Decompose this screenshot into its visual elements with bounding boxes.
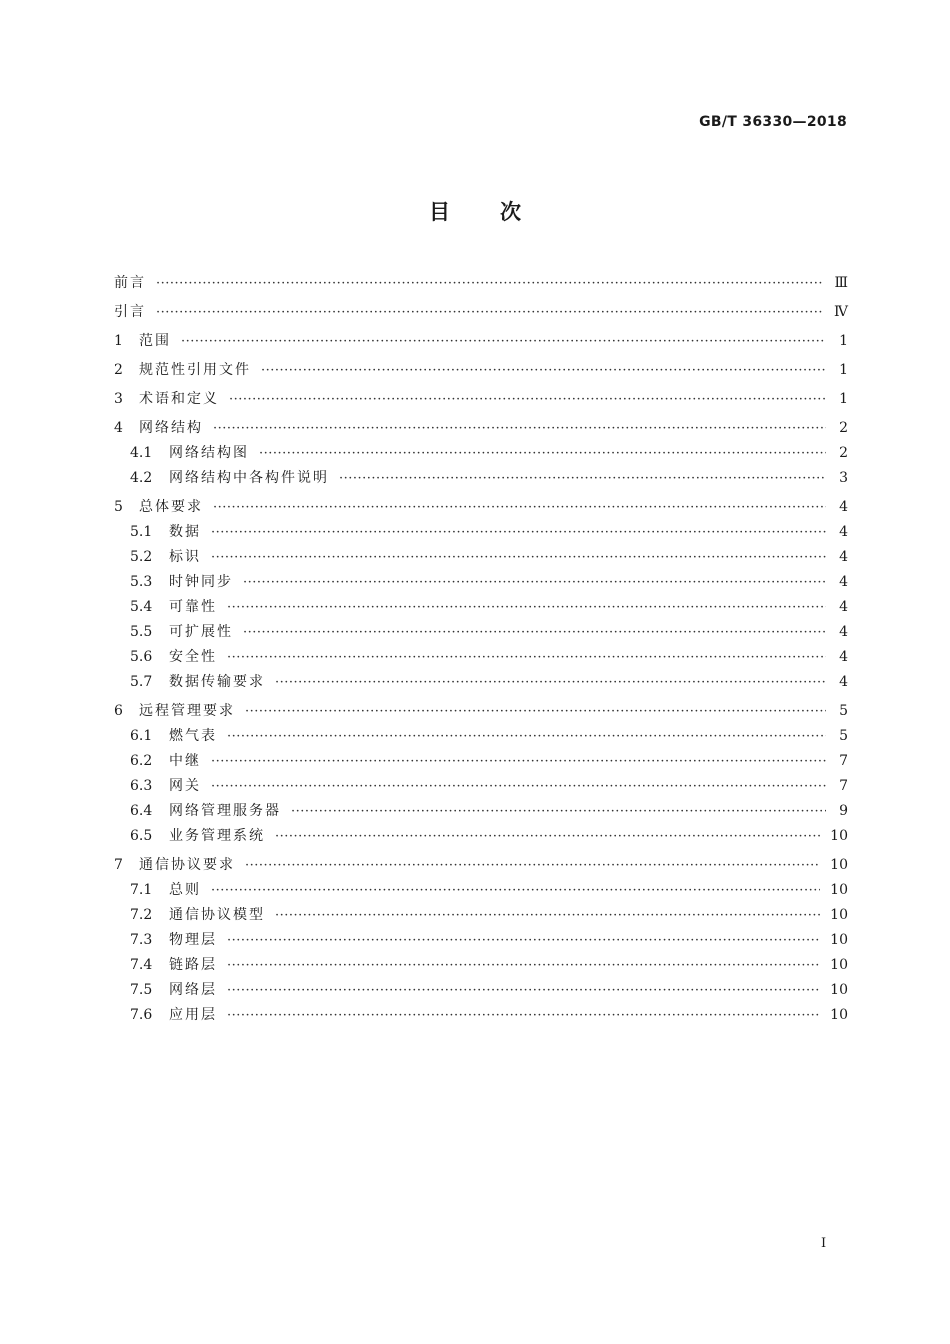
toc-leader-dots	[227, 645, 826, 670]
toc-entry-heading	[114, 953, 217, 978]
toc-entry[interactable]	[114, 670, 848, 695]
toc-entry-number: 2	[114, 362, 123, 378]
toc-entry-label: 可扩展性	[169, 624, 233, 640]
toc-entry-heading	[114, 570, 233, 595]
toc-entry-heading	[114, 853, 235, 878]
toc-entry-page: 4	[839, 549, 848, 565]
page-number: I	[821, 1236, 827, 1251]
toc-entry-page: Ⅳ	[834, 304, 848, 320]
toc-leader-dots	[245, 699, 826, 724]
toc-entry-page: 7	[839, 778, 848, 794]
toc-leader-dots	[181, 329, 826, 354]
toc-entry-label: 标识	[169, 549, 201, 565]
toc-leader-dots	[227, 595, 826, 620]
toc-leader-dots	[275, 824, 820, 849]
toc-entry-heading	[114, 774, 201, 799]
toc-entry-label: 时钟同步	[169, 574, 233, 590]
toc-entry-number: 6.2	[130, 753, 153, 769]
toc-entry[interactable]	[114, 416, 848, 441]
toc-entry-label: 安全性	[169, 649, 217, 665]
toc-entry-heading	[114, 466, 329, 491]
toc-leader-dots	[156, 300, 824, 325]
toc-entry-heading	[114, 595, 217, 620]
toc-entry-heading	[114, 978, 217, 1003]
toc-entry-page: 10	[830, 982, 848, 998]
toc-entry[interactable]	[114, 1003, 848, 1028]
toc-entry-label: 远程管理要求	[139, 703, 235, 719]
toc-leader-dots	[227, 1003, 820, 1028]
toc-entry-label: 总则	[169, 882, 201, 898]
toc-leader-dots	[243, 620, 826, 645]
toc-entry[interactable]	[114, 466, 848, 491]
toc-entry-page: 4	[839, 624, 848, 640]
toc-entry-page: 1	[839, 391, 848, 407]
toc-entry-label: 链路层	[169, 957, 217, 973]
toc-entry-heading	[114, 903, 265, 928]
toc-entry[interactable]	[114, 595, 848, 620]
toc-entry-page: 10	[830, 882, 848, 898]
toc-entry-heading	[114, 271, 146, 296]
toc-entry[interactable]	[114, 853, 848, 878]
toc-entry-heading	[114, 824, 265, 849]
toc-entry-label: 范围	[139, 333, 171, 349]
toc-entry-heading	[114, 416, 203, 441]
toc-entry-page: 4	[839, 674, 848, 690]
toc-entry-number: 7	[114, 857, 123, 873]
toc-entry[interactable]	[114, 699, 848, 724]
toc-entry[interactable]	[114, 953, 848, 978]
toc-leader-dots	[227, 953, 820, 978]
toc-leader-dots	[227, 978, 820, 1003]
toc-leader-dots	[227, 724, 826, 749]
toc-entry-heading	[114, 928, 217, 953]
toc-entry-label: 网络管理服务器	[169, 803, 281, 819]
toc-leader-dots	[261, 358, 826, 383]
toc-leader-dots	[211, 774, 826, 799]
toc-entry[interactable]	[114, 878, 848, 903]
toc-entry-label: 网络结构中各构件说明	[169, 470, 329, 486]
toc-leader-dots	[245, 853, 820, 878]
toc-entry-label: 通信协议要求	[139, 857, 235, 873]
toc-entry-page: 3	[839, 470, 848, 486]
toc-entry-number: 7.4	[130, 957, 153, 973]
toc-entry-number: 7.2	[130, 907, 153, 923]
toc-entry-page: 9	[839, 803, 848, 819]
toc-entry-number: 5	[114, 499, 123, 515]
toc-entry-page: 10	[830, 932, 848, 948]
toc-entry-number: 5.1	[130, 524, 153, 540]
toc-entry-heading	[114, 300, 146, 325]
toc-entry[interactable]	[114, 724, 848, 749]
toc-entry-label: 燃气表	[169, 728, 217, 744]
toc-entry[interactable]	[114, 545, 848, 570]
toc-entry-number: 7.1	[130, 882, 153, 898]
standard-code: GB/T 36330—2018	[699, 114, 847, 130]
toc-entry[interactable]	[114, 271, 848, 296]
toc-entry-page: 4	[839, 524, 848, 540]
toc-entry-label: 引言	[114, 304, 146, 320]
toc-entry[interactable]	[114, 570, 848, 595]
toc-entry-page: 5	[839, 703, 848, 719]
toc-entry-number: 5.5	[130, 624, 153, 640]
toc-entry[interactable]	[114, 495, 848, 520]
toc-entry-page: 2	[839, 420, 848, 436]
toc-entry[interactable]	[114, 300, 848, 325]
toc-entry-number: 6.3	[130, 778, 153, 794]
toc-entry-heading	[114, 670, 265, 695]
toc-entry[interactable]	[114, 774, 848, 799]
toc-entry-page: 2	[839, 445, 848, 461]
toc-entry-heading	[114, 1003, 217, 1028]
toc-leader-dots	[275, 670, 826, 695]
toc-leader-dots	[275, 903, 820, 928]
toc-entry[interactable]	[114, 387, 848, 412]
toc-entry-heading	[114, 620, 233, 645]
toc-entry-page: 4	[839, 599, 848, 615]
toc-leader-dots	[227, 928, 820, 953]
toc-leader-dots	[291, 799, 826, 824]
toc-entry-number: 5.4	[130, 599, 153, 615]
toc-entry-number: 7.6	[130, 1007, 153, 1023]
toc-entry[interactable]	[114, 441, 848, 466]
toc-entry-label: 数据	[169, 524, 201, 540]
toc-entry[interactable]	[114, 329, 848, 354]
toc-leader-dots	[156, 271, 824, 296]
toc-entry-page: 4	[839, 574, 848, 590]
toc-entry-number: 6.5	[130, 828, 153, 844]
toc-entry-page: 10	[830, 828, 848, 844]
toc-entry-number: 6.4	[130, 803, 153, 819]
toc-entry-heading	[114, 520, 201, 545]
toc-entry-label: 前言	[114, 275, 146, 291]
toc-entry-label: 规范性引用文件	[139, 362, 251, 378]
toc-entry[interactable]	[114, 749, 848, 774]
toc-entry-label: 中继	[169, 753, 201, 769]
toc-entry-heading	[114, 724, 217, 749]
toc-entry-page: 1	[839, 333, 848, 349]
toc-entry-page: 1	[839, 362, 848, 378]
toc-entry-number: 4.1	[130, 445, 153, 461]
table-of-contents	[114, 271, 848, 1028]
toc-entry-label: 网络结构	[139, 420, 203, 436]
toc-entry-label: 术语和定义	[139, 391, 219, 407]
toc-entry[interactable]	[114, 645, 848, 670]
toc-entry-page: 7	[839, 753, 848, 769]
toc-entry[interactable]	[114, 978, 848, 1003]
toc-leader-dots	[229, 387, 826, 412]
toc-entry-label: 通信协议模型	[169, 907, 265, 923]
toc-leader-dots	[213, 495, 826, 520]
toc-leader-dots	[211, 545, 826, 570]
toc-entry-page: 5	[839, 728, 848, 744]
toc-entry-heading	[114, 799, 281, 824]
toc-entry-heading	[114, 878, 201, 903]
toc-leader-dots	[213, 416, 826, 441]
toc-entry-page: 10	[830, 857, 848, 873]
toc-entry-page: 4	[839, 649, 848, 665]
toc-entry-label: 应用层	[169, 1007, 217, 1023]
toc-entry[interactable]	[114, 358, 848, 383]
toc-leader-dots	[211, 749, 826, 774]
toc-entry-label: 物理层	[169, 932, 217, 948]
toc-entry[interactable]	[114, 799, 848, 824]
toc-entry-label: 业务管理系统	[169, 828, 265, 844]
toc-entry-heading	[114, 329, 171, 354]
toc-entry-heading	[114, 645, 217, 670]
toc-entry-heading	[114, 387, 219, 412]
toc-entry-heading	[114, 441, 249, 466]
toc-entry-page: 10	[830, 1007, 848, 1023]
toc-leader-dots	[211, 520, 826, 545]
toc-entry-number: 6.1	[130, 728, 153, 744]
toc-entry-label: 网络结构图	[169, 445, 249, 461]
toc-entry[interactable]	[114, 928, 848, 953]
toc-leader-dots	[211, 878, 820, 903]
toc-entry-number: 7.3	[130, 932, 153, 948]
toc-entry-heading	[114, 358, 251, 383]
toc-entry[interactable]	[114, 520, 848, 545]
toc-entry-number: 5.6	[130, 649, 153, 665]
toc-entry[interactable]	[114, 903, 848, 928]
toc-leader-dots	[259, 441, 826, 466]
toc-entry-number: 6	[114, 703, 123, 719]
toc-entry-number: 4	[114, 420, 123, 436]
toc-entry-number: 4.2	[130, 470, 153, 486]
page-title: 目次	[429, 200, 571, 224]
toc-entry-page: 10	[830, 907, 848, 923]
toc-entry[interactable]	[114, 824, 848, 849]
toc-entry-page: 4	[839, 499, 848, 515]
toc-entry-heading	[114, 495, 203, 520]
toc-entry-number: 1	[114, 333, 123, 349]
toc-entry-label: 总体要求	[139, 499, 203, 515]
toc-entry-label: 数据传输要求	[169, 674, 265, 690]
toc-entry-number: 3	[114, 391, 123, 407]
toc-entry-heading	[114, 699, 235, 724]
toc-leader-dots	[243, 570, 826, 595]
toc-entry-heading	[114, 749, 201, 774]
toc-entry-heading	[114, 545, 201, 570]
toc-entry-number: 5.7	[130, 674, 153, 690]
toc-leader-dots	[339, 466, 826, 491]
toc-entry-label: 网关	[169, 778, 201, 794]
toc-entry[interactable]	[114, 620, 848, 645]
toc-entry-page: Ⅲ	[834, 275, 848, 291]
toc-entry-label: 可靠性	[169, 599, 217, 615]
toc-entry-page: 10	[830, 957, 848, 973]
toc-entry-number: 5.2	[130, 549, 153, 565]
toc-entry-label: 网络层	[169, 982, 217, 998]
toc-entry-number: 5.3	[130, 574, 153, 590]
toc-entry-number: 7.5	[130, 982, 153, 998]
